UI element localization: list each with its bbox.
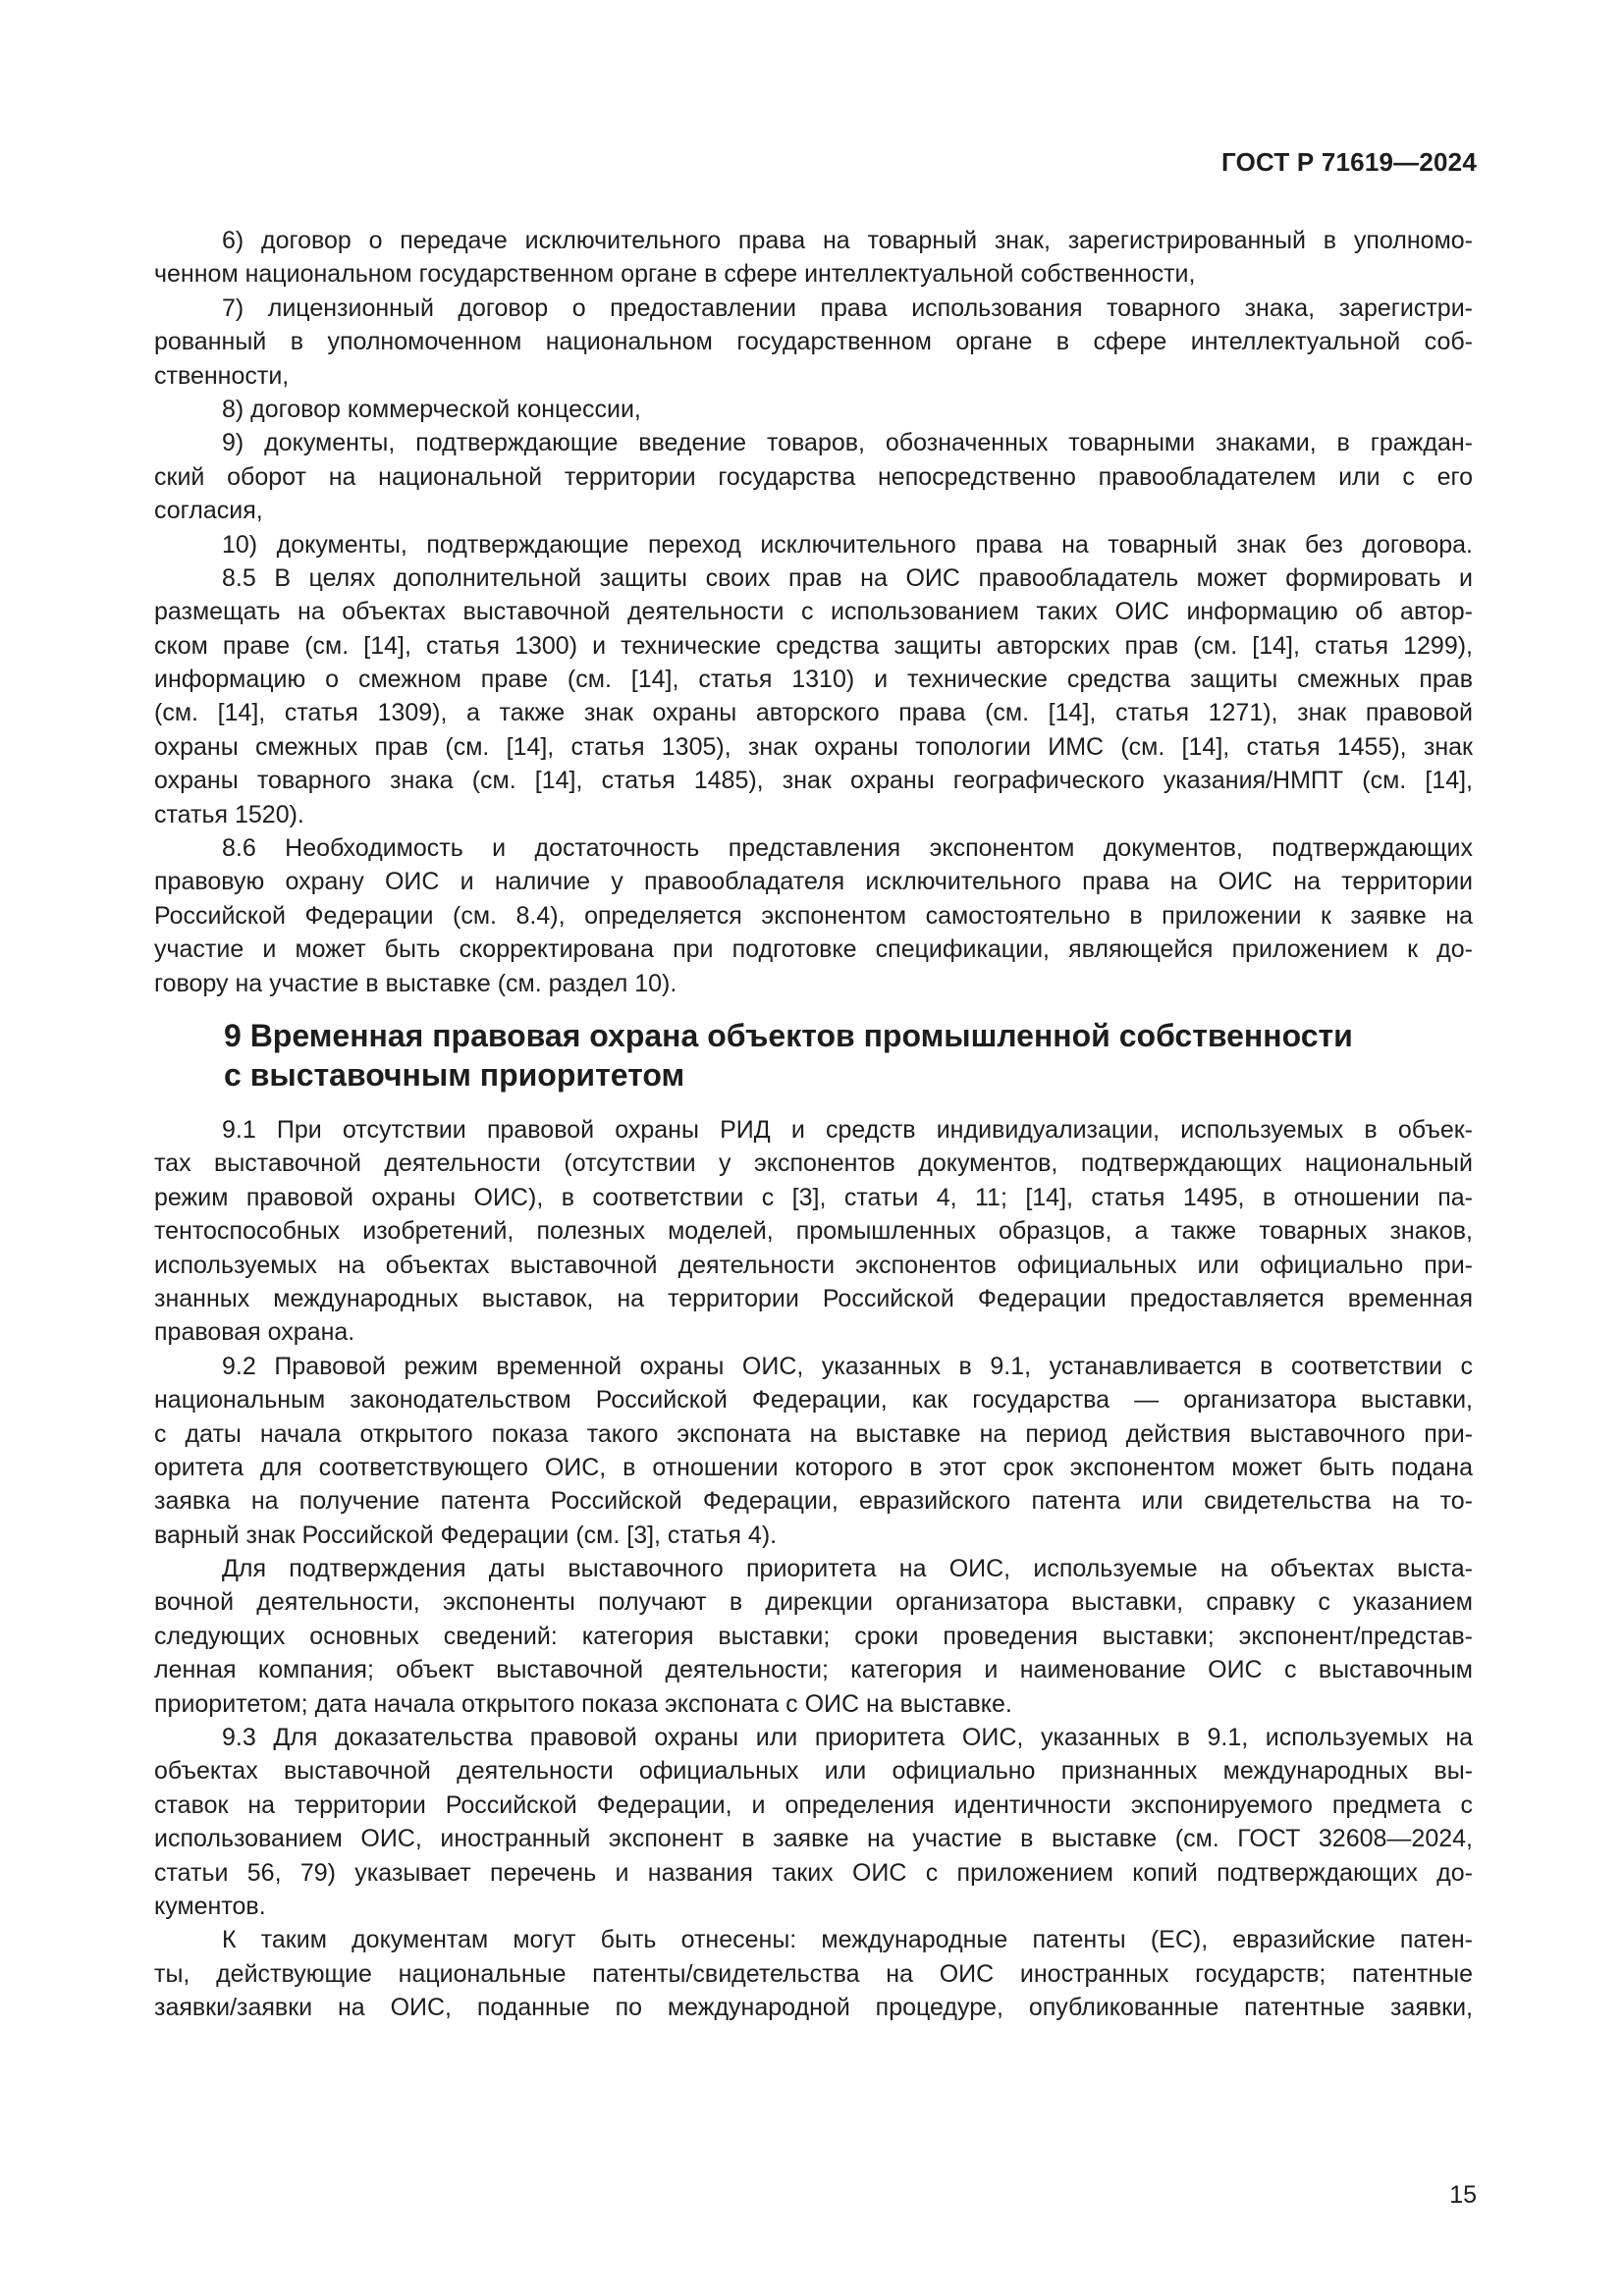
section-heading-line-2: с выставочным приоритетом <box>224 1057 685 1093</box>
text-line: 8) договор коммерческой концессии, <box>222 395 641 423</box>
text-line: 9.1 При отсутствии правовой охраны РИД и средств индивидуализации, используемых в объек- <box>222 1116 1473 1144</box>
text-block-section-8 <box>154 224 1473 1000</box>
text-line: статья 1520). <box>154 800 304 828</box>
text-line: ский оборот на национальной территории государства непосредственно правообладателем или с его <box>154 462 1473 491</box>
text-line: 6) договор о передаче исключительного права на товарный знак, зарегистрированный в уполномо- <box>222 227 1473 254</box>
text-line: объектах выставочной деятельности официальных или официально признанных международных вы- <box>154 1757 1473 1786</box>
text-line: национальным законодательством Российской Федерации, как государства — организатора выставки, <box>154 1386 1473 1415</box>
text-line: заявка на получение патента Российской Федерации, евразийского патента или свидетельства на то- <box>154 1487 1473 1516</box>
text-line: правовую охрану ОИС и наличие у правообладателя исключительного права на ОИС на территории <box>154 868 1473 896</box>
text-line: 8.5 В целях дополнительной защиты своих прав на ОИС правообладатель может формировать и <box>222 563 1473 592</box>
text-line: заявки/заявки на ОИС, поданные по международной процедуре, опубликованные патентные заявки, <box>154 1994 1473 2022</box>
text-line: с даты начала открытого показа такого экспоната на выставке на период действия выставочного при- <box>154 1419 1473 1448</box>
text-line: правовая охрана. <box>154 1318 355 1347</box>
text-line: К таким документам могут быть отнесены: международные патенты (ЕС), евразийские патен- <box>222 1926 1473 1954</box>
section-heading-line-1: 9 Временная правовая охрана объектов промышленной собственности <box>224 1018 1353 1053</box>
text-line: ты, действующие национальные патенты/свидетельства на ОИС иностранных государств; патентные <box>154 1959 1473 1988</box>
text-line: 9.2 Правовой режим временной охраны ОИС, указанных в 9.1, устанавливается в соответствии с <box>222 1352 1473 1380</box>
text-block-section-9 <box>154 1113 1473 2025</box>
text-line: (см. [14], статья 1309), а также знак охраны авторского права (см. [14], статья 1271), знак правовой <box>154 699 1473 727</box>
text-line: использованием ОИС, иностранный экспонент в заявке на участие в выставке (см. ГОСТ 32608—2024, <box>154 1825 1473 1853</box>
text-line: рованный в уполномоченном национальном государственном органе в сфере интеллектуальной соб- <box>154 328 1473 356</box>
text-line: вочной деятельности, экспоненты получают в дирекции организатора выставки, справку с указанием <box>154 1588 1473 1617</box>
page-number: 15 <box>1449 2181 1477 2209</box>
text-line: 8.6 Необходимость и достаточность представления экспонентом документов, подтверждающих <box>222 834 1473 863</box>
document-code-header: ГОСТ Р 71619—2024 <box>1221 147 1477 177</box>
text-line: режим правовой охраны ОИС), в соответствии с [3], статьи 4, 11; [14], статья 1495, в отношении па- <box>154 1183 1473 1211</box>
text-line: варный знак Российской Федерации (см. [3], статья 4). <box>154 1521 778 1549</box>
text-line: ставок на территории Российской Федерации, и определения идентичности экспонируемого предмета с <box>154 1790 1473 1819</box>
text-line: Для подтверждения даты выставочного приоритета на ОИС, используемые на объектах выста- <box>222 1555 1473 1583</box>
text-line: охраны товарного знака (см. [14], статья 1485), знак охраны географического указания/НМПТ (см. [14], <box>154 767 1473 795</box>
text-line: следующих основных сведений: категория выставки; сроки проведения выставки; экспонент/представ- <box>154 1622 1473 1650</box>
text-line: говору на участие в выставке (см. раздел 10). <box>154 969 677 997</box>
text-line: оритета для соответствующего ОИС, в отношении которого в этот срок экспонентом может быть подана <box>154 1453 1473 1481</box>
text-line: ском праве (см. [14], статья 1300) и технические средства защиты авторских прав (см. [14], статья 1299), <box>154 631 1473 660</box>
text-line: приоритетом; дата начала открытого показа экспоната с ОИС на выставке. <box>154 1689 1012 1718</box>
text-line: тентоспособных изобретений, полезных моделей, промышленных образцов, а также товарных знаков, <box>154 1217 1473 1246</box>
text-line: согласия, <box>154 497 263 525</box>
text-line: ченном национальном государственном органе в сфере интеллектуальной собственности, <box>154 260 1196 289</box>
text-line: Российской Федерации (см. 8.4), определяется экспонентом самостоятельно в приложении к заявке на <box>154 901 1473 930</box>
text-line: размещать на объектах выставочной деятельности с использованием таких ОИС информацию об автор- <box>154 598 1473 626</box>
text-line: 10) документы, подтверждающие переход исключительного права на товарный знак без договора. <box>222 530 1473 559</box>
text-line: ленная компания; объект выставочной деятельности; категория и наименование ОИС с выставочным <box>154 1656 1473 1684</box>
text-line: кументов. <box>154 1892 266 1920</box>
text-line: участие и может быть скорректирована при подготовке спецификации, являющейся приложением к до- <box>154 935 1473 964</box>
section-heading-9 <box>224 1016 1353 1095</box>
text-line: 7) лицензионный договор о предоставлении права использования товарного знака, зарегистри- <box>222 294 1473 322</box>
text-line: ственности, <box>154 361 290 390</box>
text-line: знанных международных выставок, на территории Российской Федерации предоставляется временная <box>154 1284 1473 1312</box>
text-line: тах выставочной деятельности (отсутствии у экспонентов документов, подтверждающих национальный <box>154 1149 1473 1178</box>
text-line: охраны смежных прав (см. [14], статья 1305), знак охраны топологии ИМС (см. [14], статья 1455), знак <box>154 732 1473 761</box>
text-line: 9) документы, подтверждающие введение товаров, обозначенных товарными знаками, в граждан- <box>222 429 1473 457</box>
text-line: используемых на объектах выставочной деятельности экспонентов официальных или официально при- <box>154 1251 1473 1279</box>
text-line: 9.3 Для доказательства правовой охраны или приоритета ОИС, указанных в 9.1, используемых на <box>222 1724 1473 1752</box>
text-line: информацию о смежном праве (см. [14], статья 1310) и технические средства защиты смежных прав <box>154 666 1473 694</box>
text-line: статьи 56, 79) указывает перечень и названия таких ОИС с приложением копий подтверждающих до- <box>154 1858 1473 1887</box>
